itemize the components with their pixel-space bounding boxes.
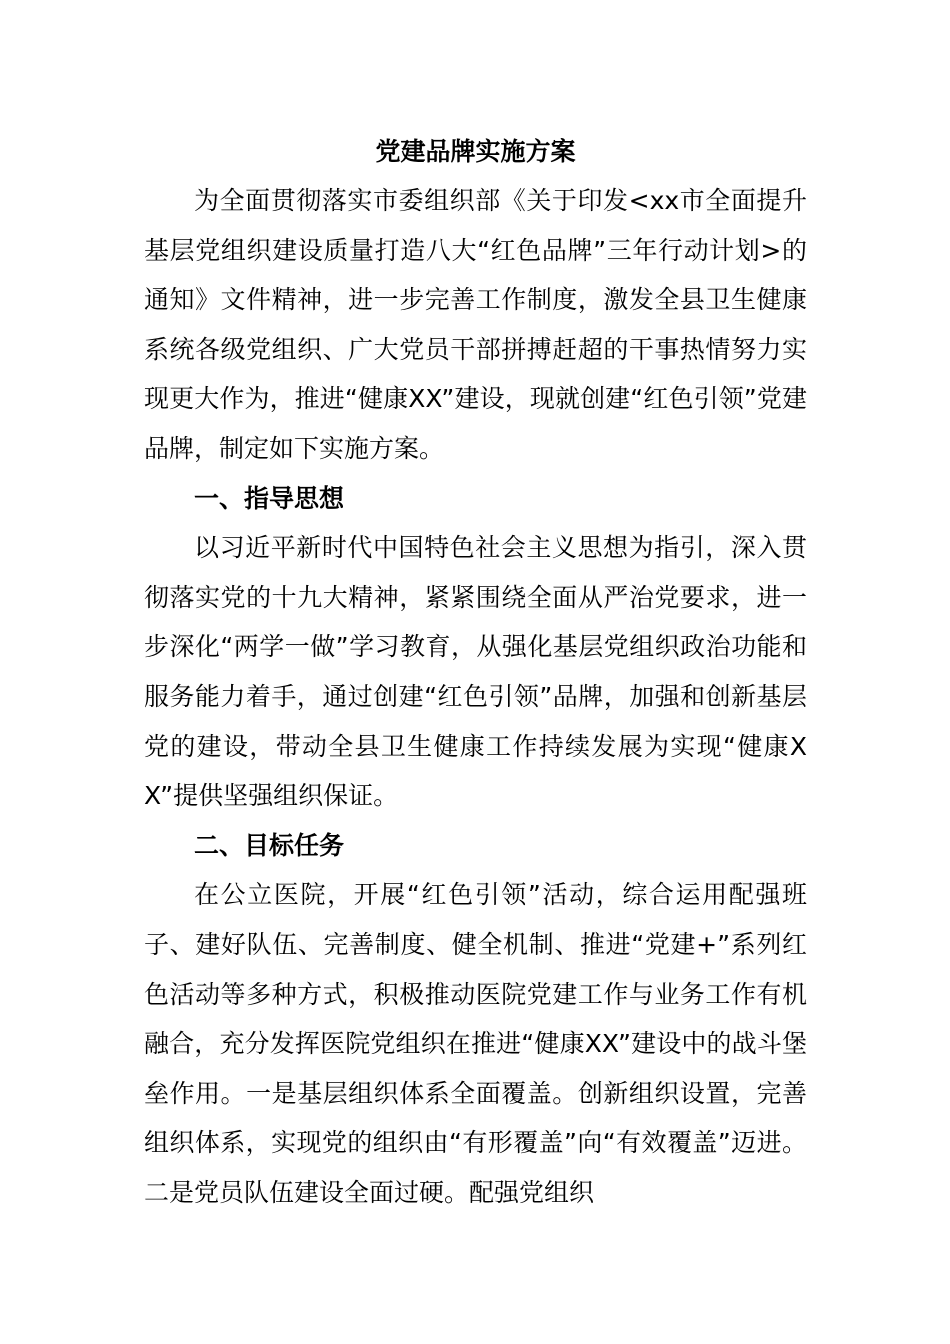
intro-paragraph: 为全面贯彻落实市委组织部《关于印发<xx市全面提升基层党组织建设质量打造八大“红色品牌”三年行动计划>的通知》文件精神，进一步完善工作制度，激发全县卫生健康系统各级党组织、广大党员干部拼搏赶超的干事热情努力实现更大作为，推进“健康XX”建设，现就创建“红色引领”党建品牌，制定如下实施方案。 bbox=[144, 186, 807, 463]
section-heading-guiding-ideology: 一、指导思想 bbox=[194, 483, 345, 513]
document-body bbox=[144, 128, 807, 1217]
section-heading-goals-tasks: 二、目标任务 bbox=[194, 830, 345, 860]
section-body-goals-tasks: 在公立医院，开展“红色引领”活动，综合运用配强班子、建好队伍、完善制度、健全机制、推进“党建+”系列红色活动等多种方式，积极推动医院党建工作与业务工作有机融合，充分发挥医院党组织在推进“健康XX”建设中的战斗堡垒作用。一是基层组织体系全面覆盖。创新组织设置，完善组织体系，实现党的组织由“有形覆盖”向“有效覆盖”迈进。二是党员队伍建设全面过硬。配强党组织 bbox=[144, 880, 807, 1207]
section-body-guiding-ideology: 以习近平新时代中国特色社会主义思想为指引，深入贯彻落实党的十九大精神，紧紧围绕全面从严治党要求，进一步深化“两学一做”学习教育，从强化基层党组织政治功能和服务能力着手，通过创建“红色引领”品牌，加强和创新基层党的建设，带动全县卫生健康工作持续发展为实现“健康XX”提供坚强组织保证。 bbox=[144, 533, 807, 811]
page-title: 党建品牌实施方案 bbox=[375, 137, 576, 166]
